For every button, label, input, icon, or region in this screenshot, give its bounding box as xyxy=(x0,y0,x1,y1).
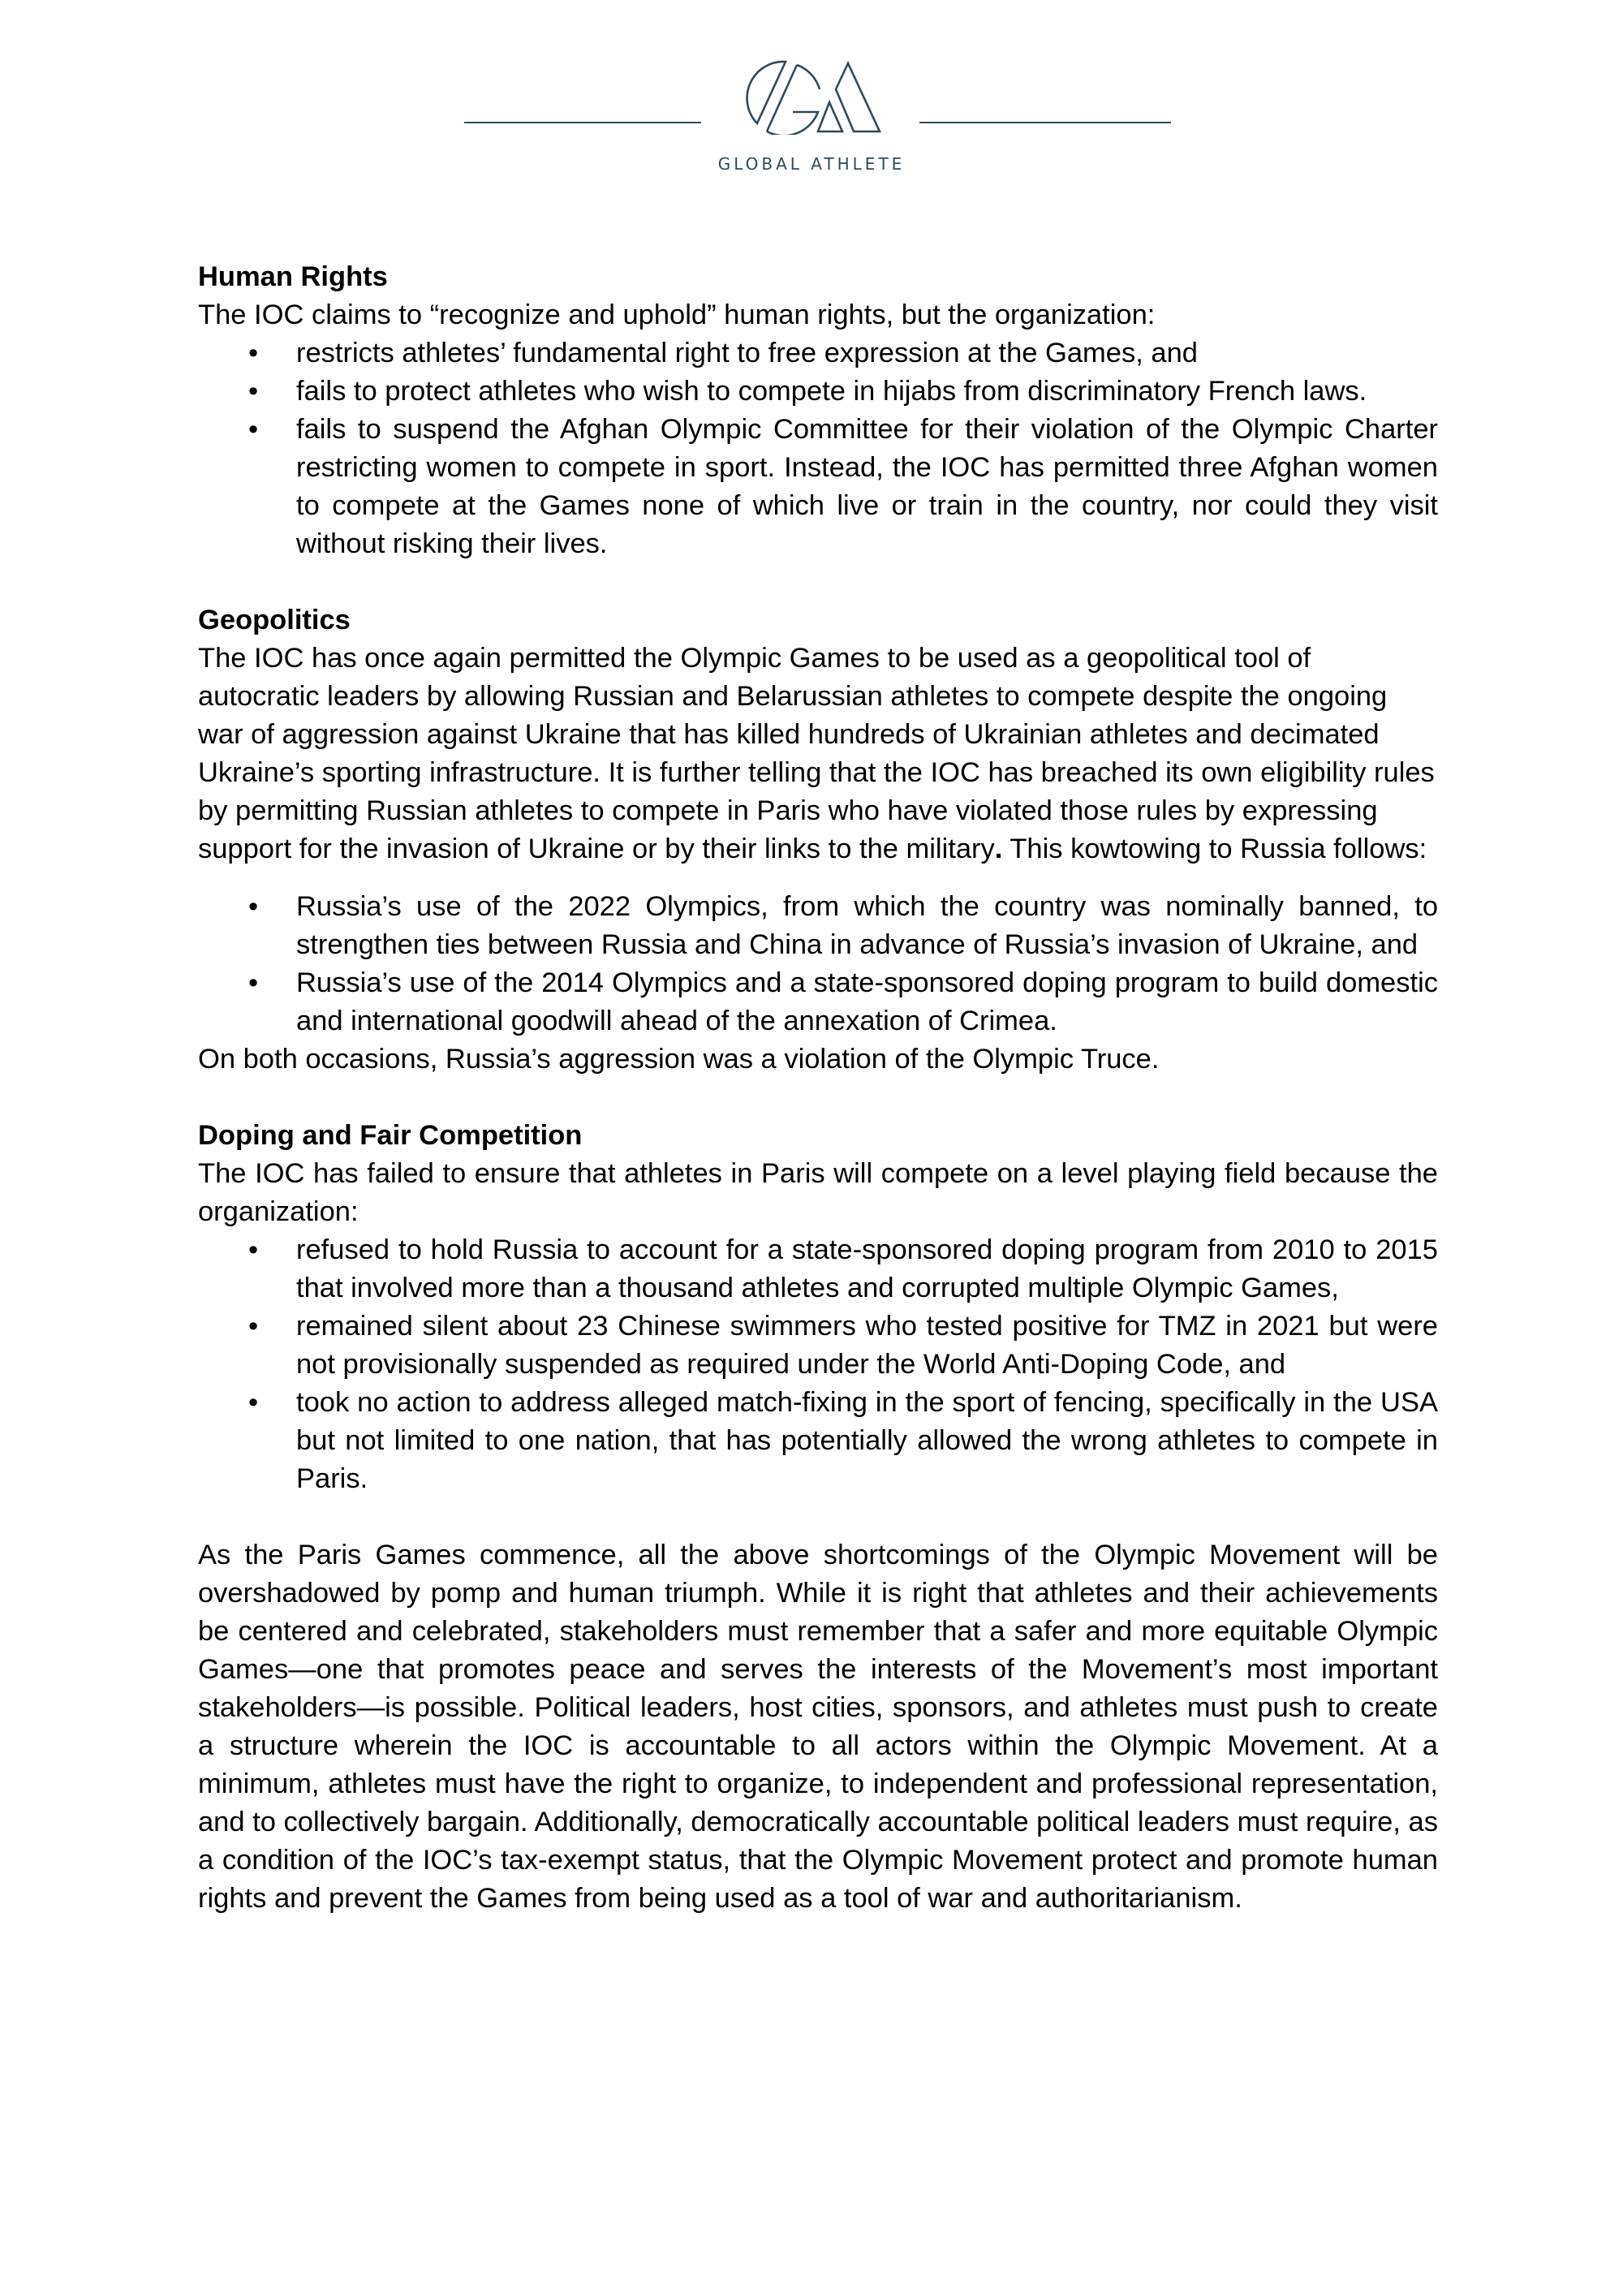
list-item: • refused to hold Russia to account for a state-sponsored doping program from 2010 to 2015 that involved more than a thousand athletes and corrupted multiple Olympic Games, xyxy=(198,1231,1438,1307)
human-rights-intro: The IOC claims to “recognize and uphold” human rights, but the organization: xyxy=(198,299,1156,330)
bullet-icon: • xyxy=(248,1387,259,1418)
document-body xyxy=(198,258,1438,1918)
brand-name: GLOBAL ATHLETE xyxy=(717,154,906,174)
section-title-doping: Doping and Fair Competition xyxy=(198,1120,583,1151)
bullet-icon: • xyxy=(248,338,259,368)
section-title-human-rights: Human Rights xyxy=(198,261,388,292)
section-doping xyxy=(198,1117,1438,1498)
list-item: • took no action to address alleged match-fixing in the sport of fencing, specifically in the USA but not limited to one nation, that has potentially allowed the wrong athletes to compete in Paris. xyxy=(198,1384,1438,1498)
doping-intro: The IOC has failed to ensure that athletes in Paris will compete on a level playing field because the organization: xyxy=(198,1158,1438,1227)
conclusion-body: As the Paris Games commence, all the above shortcomings of the Olympic Movement will be overshadowed by pomp and human triumph. While it is right that athletes and their achievements be centered and celebrated, stakeholders must remember that a safer and more equitable Olympic Games—one that promotes peace and serves the interests of the Movement’s most important stakeholders—is possible. Political leaders, host cities, sponsors, and athletes must push to create a structure wherein the IOC is accountable to all actors within the Olympic Movement. At a minimum, athletes must have the right to organize, to independent and professional representation, and to collectively bargain. Additionally, democratically accountable political leaders must require, as a condition of the IOC’s tax-exempt status, that the Olympic Movement protect and promote human rights and prevent the Games from being used as a tool of war and authoritarianism. xyxy=(198,1540,1438,1914)
bullet-icon: • xyxy=(248,1311,259,1342)
letterhead xyxy=(0,0,1623,195)
human-rights-bullet-list xyxy=(198,334,1438,563)
section-geopolitics xyxy=(198,601,1438,1079)
section-human-rights xyxy=(198,258,1438,563)
letterhead-rule-left xyxy=(464,122,701,123)
list-item: • Russia’s use of the 2022 Olympics, from which the country was nominally banned, to strengthen ties between Russia and China in advance of Russia’s invasion of Ukraine, and xyxy=(198,888,1438,964)
global-athlete-logo-icon xyxy=(738,54,885,135)
geopolitics-bullet-list xyxy=(198,888,1438,1040)
spacer xyxy=(198,563,1438,601)
spacer xyxy=(198,868,1438,888)
bullet-icon: • xyxy=(248,967,259,998)
section-title-geopolitics: Geopolitics xyxy=(198,605,351,635)
spacer xyxy=(198,1079,1438,1117)
bullet-icon: • xyxy=(248,1234,259,1265)
bullet-icon: • xyxy=(248,414,259,445)
list-item: • restricts athletes’ fundamental right to free expression at the Games, and xyxy=(198,334,1438,373)
bullet-icon: • xyxy=(248,891,259,922)
list-item: • Russia’s use of the 2014 Olympics and a state-sponsored doping program to build domestic and international goodwill ahead of the annexation of Crimea. xyxy=(198,964,1438,1040)
geopolitics-body: The IOC has once again permitted the Olympic Games to be used as a geopolitical tool of autocratic leaders by allowing Russian and Belarussian athletes to compete despite the ongoing war of aggression against Ukraine that has killed hundreds of Ukrainian athletes and decimated Ukraine’s sporting infrastructure. It is further telling that the IOC has breached its own eligibility rules by permitting Russian athletes to compete in Paris who have violated those rules by expressing support for the invasion of Ukraine or by their links to the military. This kowtowing to Russia follows: xyxy=(198,643,1435,864)
bullet-icon: • xyxy=(248,376,259,407)
list-item: • fails to suspend the Afghan Olympic Committee for their violation of the Olympic Charter restricting women to compete in sport. Instead, the IOC has permitted three Afghan women to compete at the Games none of which live or train in the country, nor could they visit without risking their lives. xyxy=(198,411,1438,563)
geopolitics-closing: On both occasions, Russia’s aggression was a violation of the Olympic Truce. xyxy=(198,1044,1160,1075)
list-item: • fails to protect athletes who wish to compete in hijabs from discriminatory French laws. xyxy=(198,373,1438,411)
section-conclusion xyxy=(198,1536,1438,1918)
doping-bullet-list xyxy=(198,1231,1438,1498)
letterhead-rule-right xyxy=(919,122,1171,123)
list-item: • remained silent about 23 Chinese swimmers who tested positive for TMZ in 2021 but were not provisionally suspended as required under the World Anti-Doping Code, and xyxy=(198,1307,1438,1384)
spacer xyxy=(198,1498,1438,1536)
